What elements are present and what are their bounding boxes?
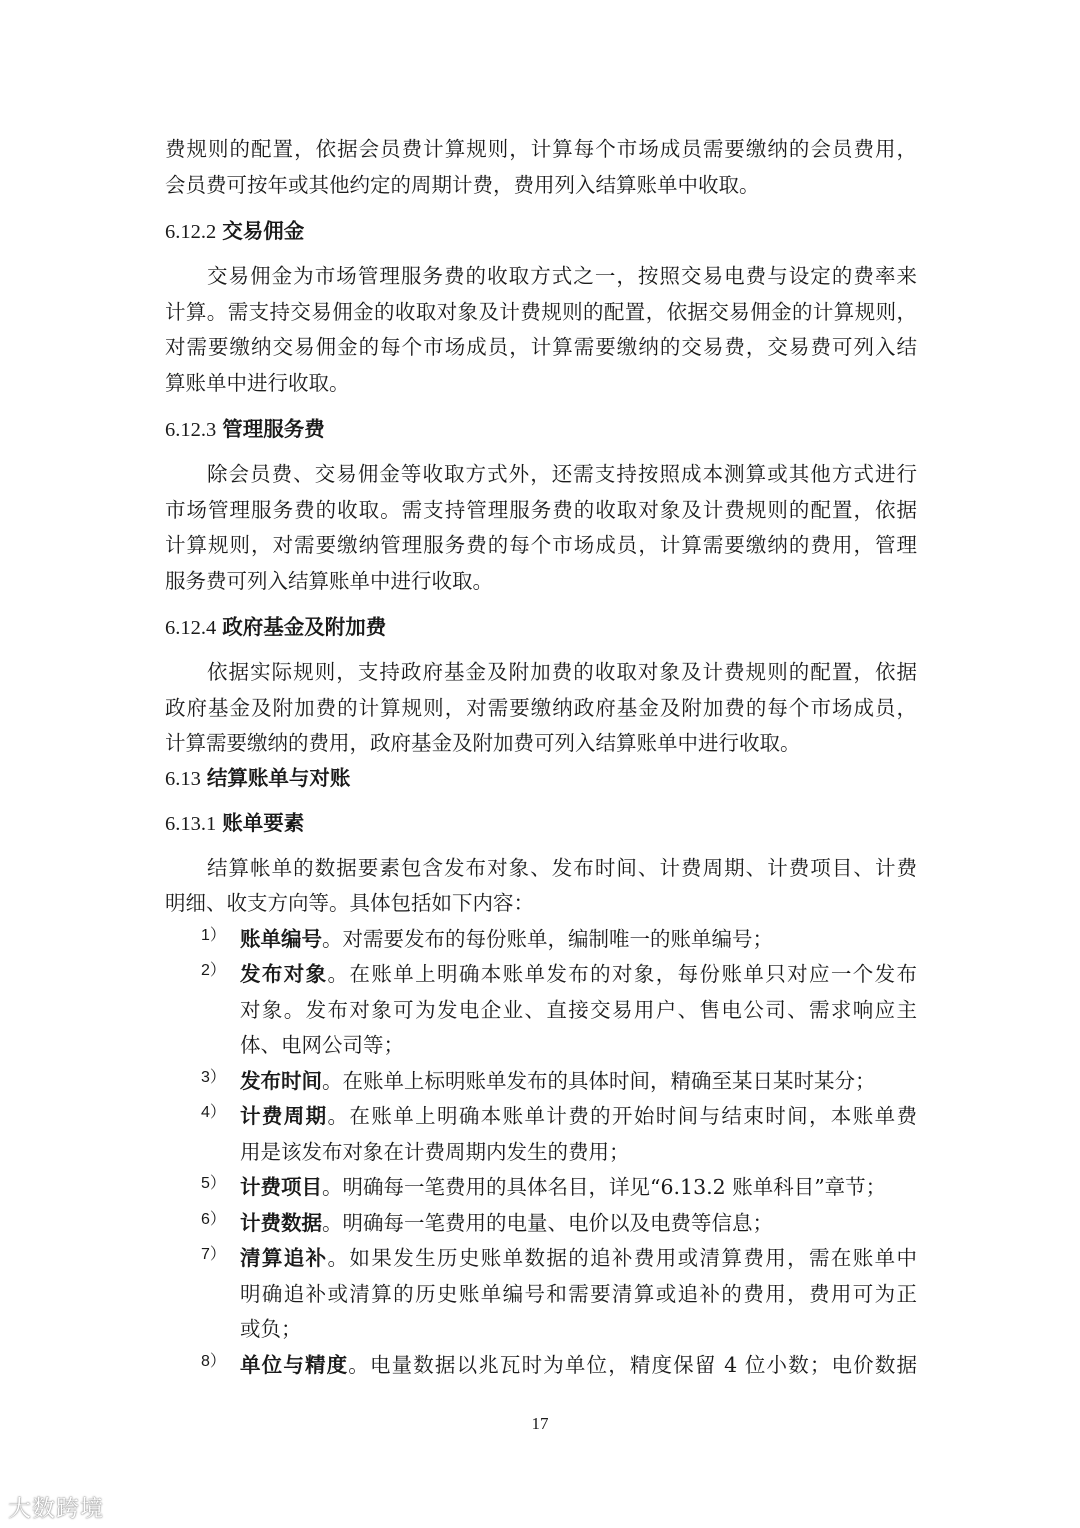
text-line: 会员费可按年或其他约定的周期计费，费用列入结算账单中收取。	[165, 172, 760, 197]
text-line: 计算规则，对需要缴纳管理服务费的每个市场成员，计算需要缴纳的费用，管理	[165, 533, 917, 557]
section-number: 6.12.2	[165, 221, 217, 243]
document-body	[165, 132, 917, 1383]
paragraph	[165, 457, 917, 599]
section-heading	[165, 599, 917, 655]
text-line: 算账单中进行收取。	[165, 370, 350, 395]
section-title: 管理服务费	[222, 417, 325, 441]
list-text: 。电量数据以兆瓦时为单位，精度保留 4 位小数；电价数据	[348, 1352, 917, 1377]
list-number: 6）	[201, 1210, 226, 1228]
list-item	[165, 1099, 917, 1170]
section-heading	[165, 401, 917, 457]
list-item	[165, 957, 917, 1064]
text-line: 政府基金及附加费的计算规则，对需要缴纳政府基金及附加费的每个市场成员，	[165, 695, 917, 720]
text-line: 用是该发布对象在计费周期内发生的费用；	[240, 1139, 630, 1164]
text-line: 对需要缴纳交易佣金的每个市场成员，计算需要缴纳的交易费，交易费可列入结	[165, 335, 917, 359]
text-line: 依据实际规则，支持政府基金及附加费的收取对象及计费规则的配置，依据	[207, 660, 917, 684]
list-text: 。在账单上明确本账单发布的对象，每份账单只对应一个发布	[327, 962, 918, 986]
section-number: 6.13	[165, 767, 201, 790]
text-line	[240, 922, 917, 958]
section-title: 结算账单与对账	[206, 765, 351, 790]
list-item	[165, 1064, 917, 1100]
page-number: 17	[531, 1414, 549, 1433]
section-number: 6.12.4	[165, 617, 217, 639]
section-heading	[165, 795, 917, 851]
section-heading	[165, 203, 917, 259]
text-line: 明确追补或清算的历史账单编号和需要清算或追补的费用，费用可为正	[240, 1281, 917, 1306]
list-text: 。对需要发布的每份账单，编制唯一的账单编号；	[322, 926, 773, 951]
text-line	[240, 1170, 917, 1206]
list-number: 1）	[201, 926, 226, 944]
text-line: 或负；	[240, 1317, 302, 1341]
list-item	[165, 1348, 917, 1384]
list-text: 。明确每一笔费用的电量、电价以及电费等信息；	[322, 1210, 773, 1235]
list-label: 清算追补	[240, 1246, 328, 1270]
text-line: 市场管理服务费的收取。需支持管理服务费的收取对象及计费规则的配置，依据	[165, 497, 917, 522]
list-number: 8）	[201, 1352, 226, 1370]
list-number: 2）	[201, 962, 226, 979]
watermark-logo: 大数跨境	[8, 1496, 104, 1522]
text-line	[240, 1099, 917, 1135]
section-title: 账单要素	[222, 810, 305, 835]
list-item	[165, 1241, 917, 1348]
list-number: 3）	[201, 1068, 226, 1086]
text-line	[240, 1064, 917, 1100]
text-line: 体、电网公司等；	[240, 1033, 404, 1057]
text-line: 计算。需支持交易佣金的收取对象及计费规则的配置，依据交易佣金的计算规则，	[165, 299, 917, 324]
list-text: 。明确每一笔费用的具体名目，详见“6.13.2 账单科目”章节；	[322, 1175, 887, 1199]
paragraph	[165, 132, 917, 203]
list-label: 单位与精度	[240, 1352, 349, 1377]
list-label: 账单编号	[240, 926, 322, 951]
text-line: 对象。发布对象可为发电企业、直接交易用户、售电公司、需求响应主	[240, 997, 917, 1022]
list-text: 。在账单上标明账单发布的具体时间，精确至某日某时某分；	[322, 1068, 876, 1093]
text-line: 交易佣金为市场管理服务费的收取方式之一，按照交易电费与设定的费率来	[207, 264, 917, 288]
list-number: 7）	[201, 1246, 226, 1263]
text-line	[240, 1206, 917, 1242]
section-heading	[165, 762, 917, 795]
list-number: 5）	[201, 1175, 226, 1192]
list-label: 计费项目	[240, 1175, 322, 1199]
section-number: 6.13.1	[165, 812, 217, 835]
list-item	[165, 922, 917, 958]
list-label: 发布对象	[240, 962, 328, 986]
list-label: 发布时间	[240, 1068, 322, 1093]
paragraph	[165, 259, 917, 401]
text-line: 费规则的配置，依据会员费计算规则，计算每个市场成员需要缴纳的会员费用，	[165, 137, 917, 161]
text-line: 除会员费、交易佣金等收取方式外，还需支持按照成本测算或其他方式进行	[207, 462, 917, 486]
section-number: 6.12.3	[165, 419, 217, 441]
list-label: 计费数据	[240, 1210, 322, 1235]
list-item	[165, 1170, 917, 1206]
text-line	[240, 1241, 917, 1277]
text-line: 计算需要缴纳的费用，政府基金及附加费可列入结算账单中进行收取。	[165, 731, 801, 755]
list-number: 4）	[201, 1104, 226, 1121]
list-text: 。在账单上明确本账单计费的开始时间与结束时间，本账单费	[327, 1104, 918, 1128]
text-line: 服务费可列入结算账单中进行收取。	[165, 568, 493, 593]
paragraph	[165, 851, 917, 922]
section-title: 政府基金及附加费	[222, 615, 387, 639]
text-line: 明细、收支方向等。具体包括如下内容：	[165, 891, 534, 915]
paragraph	[165, 655, 917, 762]
text-line: 结算帐单的数据要素包含发布对象、发布时间、计费周期、计费项目、计费	[207, 855, 917, 880]
section-title: 交易佣金	[222, 219, 305, 243]
list-text: 。如果发生历史账单数据的追补费用或清算费用，需在账单中	[327, 1246, 918, 1270]
text-line	[240, 957, 917, 993]
text-line	[240, 1348, 917, 1384]
list-label: 计费周期	[240, 1104, 328, 1128]
list-item	[165, 1206, 917, 1242]
